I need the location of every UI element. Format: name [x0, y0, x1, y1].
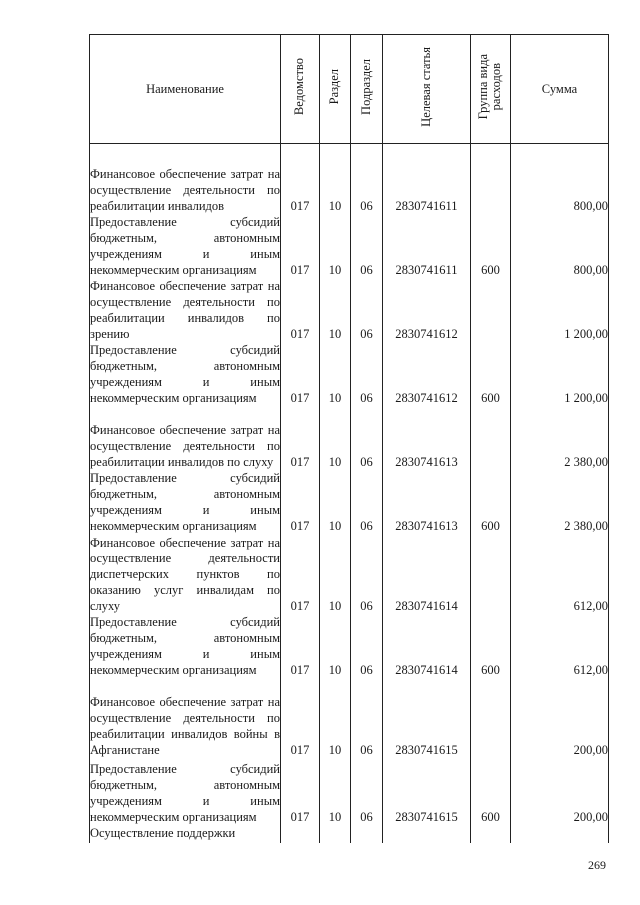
row-dept: 017	[281, 407, 320, 471]
table-row	[90, 615, 609, 679]
row-group: 600	[471, 215, 511, 279]
row-name: Предоставление субсидий бюджетным, автономным учреждениям и иным некоммерческим организациям	[90, 471, 280, 533]
row-sum: 200,00	[511, 759, 609, 826]
table-row	[90, 679, 609, 759]
row-target: 2830741613	[383, 471, 471, 535]
row-target: 2830741612	[383, 343, 471, 407]
row-sum: 200,00	[511, 679, 609, 759]
row-dept: 017	[281, 615, 320, 679]
row-subsection: 06	[351, 679, 383, 759]
row-target: 2830741613	[383, 407, 471, 471]
row-sum: 612,00	[511, 535, 609, 615]
row-target: 2830741611	[383, 215, 471, 279]
row-sum: 800,00	[511, 215, 609, 279]
row-section: 10	[320, 215, 351, 279]
header-dept: Ведомство	[281, 35, 320, 144]
row-subsection: 06	[351, 343, 383, 407]
table-row	[90, 407, 609, 471]
header-row	[90, 35, 609, 144]
header-name: Наименование	[90, 35, 281, 144]
row-sum: 800,00	[511, 144, 609, 215]
row-group	[471, 144, 511, 215]
row-group: 600	[471, 471, 511, 535]
row-target: 2830741615	[383, 679, 471, 759]
budget-table	[89, 34, 609, 843]
row-sum	[511, 826, 609, 843]
row-name: Предоставление субсидий бюджетным, автономным учреждениям и иным некоммерческим организациям	[90, 615, 280, 677]
row-dept: 017	[281, 144, 320, 215]
row-section: 10	[320, 279, 351, 343]
row-sum: 1 200,00	[511, 279, 609, 343]
table-row	[90, 279, 609, 343]
row-section: 10	[320, 679, 351, 759]
row-name: Предоставление субсидий бюджетным, автономным учреждениям и иным некоммерческим организациям	[90, 759, 281, 826]
header-section: Раздел	[320, 35, 351, 144]
row-section	[320, 826, 351, 843]
row-subsection: 06	[351, 144, 383, 215]
row-dept: 017	[281, 679, 320, 759]
row-dept: 017	[281, 279, 320, 343]
row-subsection: 06	[351, 279, 383, 343]
row-section: 10	[320, 471, 351, 535]
row-sum: 2 380,00	[511, 471, 609, 535]
row-group	[471, 535, 511, 615]
row-subsection: 06	[351, 759, 383, 826]
table-row	[90, 535, 609, 615]
row-target: 2830741614	[383, 535, 471, 615]
row-name: Осуществление поддержки	[90, 826, 281, 843]
row-name: Финансовое обеспечение затрат на осуществление деятельности по реабилитации инвалидов по слуху	[90, 407, 281, 471]
row-group	[471, 826, 511, 843]
row-sum: 2 380,00	[511, 407, 609, 471]
row-group: 600	[471, 343, 511, 407]
row-sum: 1 200,00	[511, 343, 609, 407]
row-group	[471, 407, 511, 471]
row-name: Предоставление субсидий бюджетным, автономным учреждениям и иным некоммерческим организациям	[90, 215, 280, 277]
row-section: 10	[320, 759, 351, 826]
row-name: Финансовое обеспечение затрат на осуществление деятельности по реабилитации инвалидов по зрению	[90, 279, 280, 341]
row-dept: 017	[281, 535, 320, 615]
table-row	[90, 343, 609, 407]
header-subsection: Подраздел	[351, 35, 383, 144]
row-subsection: 06	[351, 615, 383, 679]
row-subsection: 06	[351, 471, 383, 535]
row-sum: 612,00	[511, 615, 609, 679]
row-section: 10	[320, 407, 351, 471]
row-name: Финансовое обеспечение затрат на осуществление деятельности диспетчерских пунктов по оказанию услуг инвалидам по слуху	[90, 535, 280, 613]
row-dept	[281, 826, 320, 843]
table-row	[90, 471, 609, 535]
row-group	[471, 679, 511, 759]
row-group: 600	[471, 759, 511, 826]
row-target: 2830741611	[383, 144, 471, 215]
row-subsection	[351, 826, 383, 843]
row-dept: 017	[281, 215, 320, 279]
row-section: 10	[320, 144, 351, 215]
row-subsection: 06	[351, 215, 383, 279]
row-target: 2830741615	[383, 759, 471, 826]
table-row	[90, 826, 609, 843]
row-target: 2830741614	[383, 615, 471, 679]
row-name: Финансовое обеспечение затрат на осуществление деятельности по реабилитации инвалидов войны в Афганистане	[90, 679, 281, 759]
row-name: Финансовое обеспечение затрат на осуществление деятельности по реабилитации инвалидов	[90, 144, 281, 215]
row-section: 10	[320, 343, 351, 407]
table-row	[90, 215, 609, 279]
row-subsection: 06	[351, 407, 383, 471]
header-expense-group: Группа вида расходов	[471, 35, 511, 144]
table-row	[90, 759, 609, 826]
page-number: 269	[588, 858, 606, 872]
row-section: 10	[320, 615, 351, 679]
row-group: 600	[471, 615, 511, 679]
header-sum: Сумма	[511, 35, 609, 144]
row-name: Предоставление субсидий бюджетным, автономным учреждениям и иным некоммерческим организациям	[90, 343, 280, 405]
row-dept: 017	[281, 471, 320, 535]
row-target: 2830741612	[383, 279, 471, 343]
row-target	[383, 826, 471, 843]
table-row	[90, 144, 609, 215]
header-target: Целевая статья	[383, 35, 471, 144]
row-dept: 017	[281, 759, 320, 826]
row-subsection: 06	[351, 535, 383, 615]
row-group	[471, 279, 511, 343]
row-dept: 017	[281, 343, 320, 407]
row-section: 10	[320, 535, 351, 615]
